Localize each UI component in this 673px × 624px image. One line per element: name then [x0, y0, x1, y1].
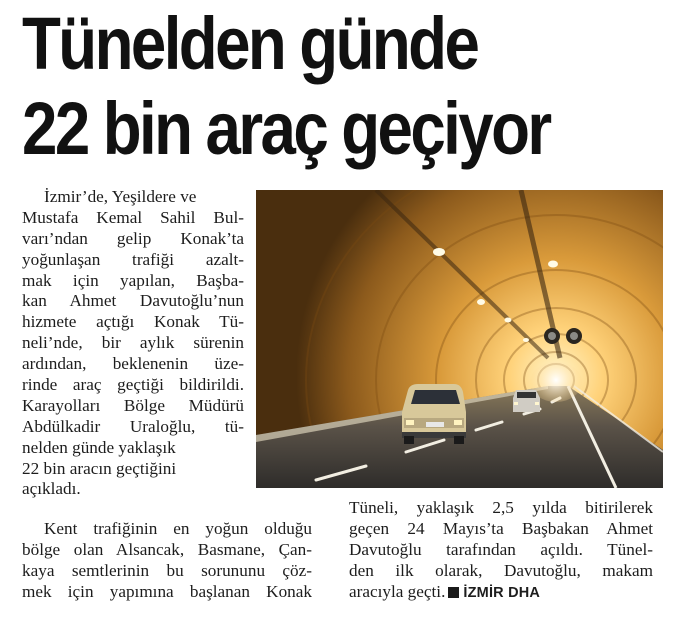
- body-line: ardından, beklenenin üze-: [22, 354, 244, 374]
- headline-line-2: 22 bin araç geçiyor: [22, 87, 550, 170]
- body-line: Abdülkadir Uraloğlu, tü-: [22, 416, 244, 436]
- body-line: bölge olan Alsancak, Basmane, Çan-: [22, 539, 312, 559]
- body-line: İzmir’de, Yeşildere ve: [44, 187, 197, 206]
- article-column-2: [349, 498, 653, 602]
- body-line: rinde araç geçtiği bildirildi.: [22, 375, 244, 395]
- body-line: geçen 24 Mayıs’ta Başbakan Ahmet: [349, 518, 653, 538]
- byline: İZMİR DHA: [463, 584, 541, 601]
- article-column-1: [22, 187, 244, 500]
- body-line: yoğunlaşan trafiği azalt-: [22, 249, 244, 269]
- tunnel-photo: [256, 190, 663, 488]
- body-line: mak için yapılan, Başba-: [22, 270, 244, 290]
- tunnel-photo-illustration: [256, 190, 663, 488]
- body-line: kan Ahmet Davutoğlu’nun: [22, 291, 244, 311]
- body-line: Karayolları Bölge Müdürü: [22, 395, 244, 415]
- square-bullet-icon: [448, 587, 459, 598]
- body-line: Mustafa Kemal Sahil Bul-: [22, 207, 244, 227]
- body-line: hizmete açtığı Konak Tü-: [22, 312, 244, 332]
- body-line: kaya semtlerinin bu sorununu çöz-: [22, 560, 312, 580]
- body-line: nelden günde yaklaşık: [22, 437, 176, 457]
- body-line: Kent trafiğinin en yoğun olduğu: [44, 519, 312, 538]
- body-line: aracıyla geçti.: [349, 581, 446, 601]
- body-line: varı’ndan gelip Konak’ta: [22, 228, 244, 248]
- body-line: mek için yapımına başlanan Konak: [22, 581, 312, 601]
- body-line: neli’nde, bir aylık sürenin: [22, 333, 244, 353]
- body-line: 22 bin aracın geçtiğini: [22, 458, 177, 478]
- body-line: den ilk olarak, Davutoğlu, makam: [349, 560, 653, 580]
- body-line: Tüneli, yaklaşık 2,5 yılda bitirilerek: [349, 498, 653, 517]
- van: [402, 384, 466, 444]
- article-column-1-continued: [22, 519, 312, 603]
- car: [513, 390, 540, 412]
- headline-line-1: Tünelden günde: [22, 2, 478, 85]
- body-line: Davutoğlu tarafından açıldı. Tünel-: [349, 539, 653, 559]
- body-line-with-signature: [349, 582, 653, 603]
- body-line: açıkladı.: [22, 479, 81, 499]
